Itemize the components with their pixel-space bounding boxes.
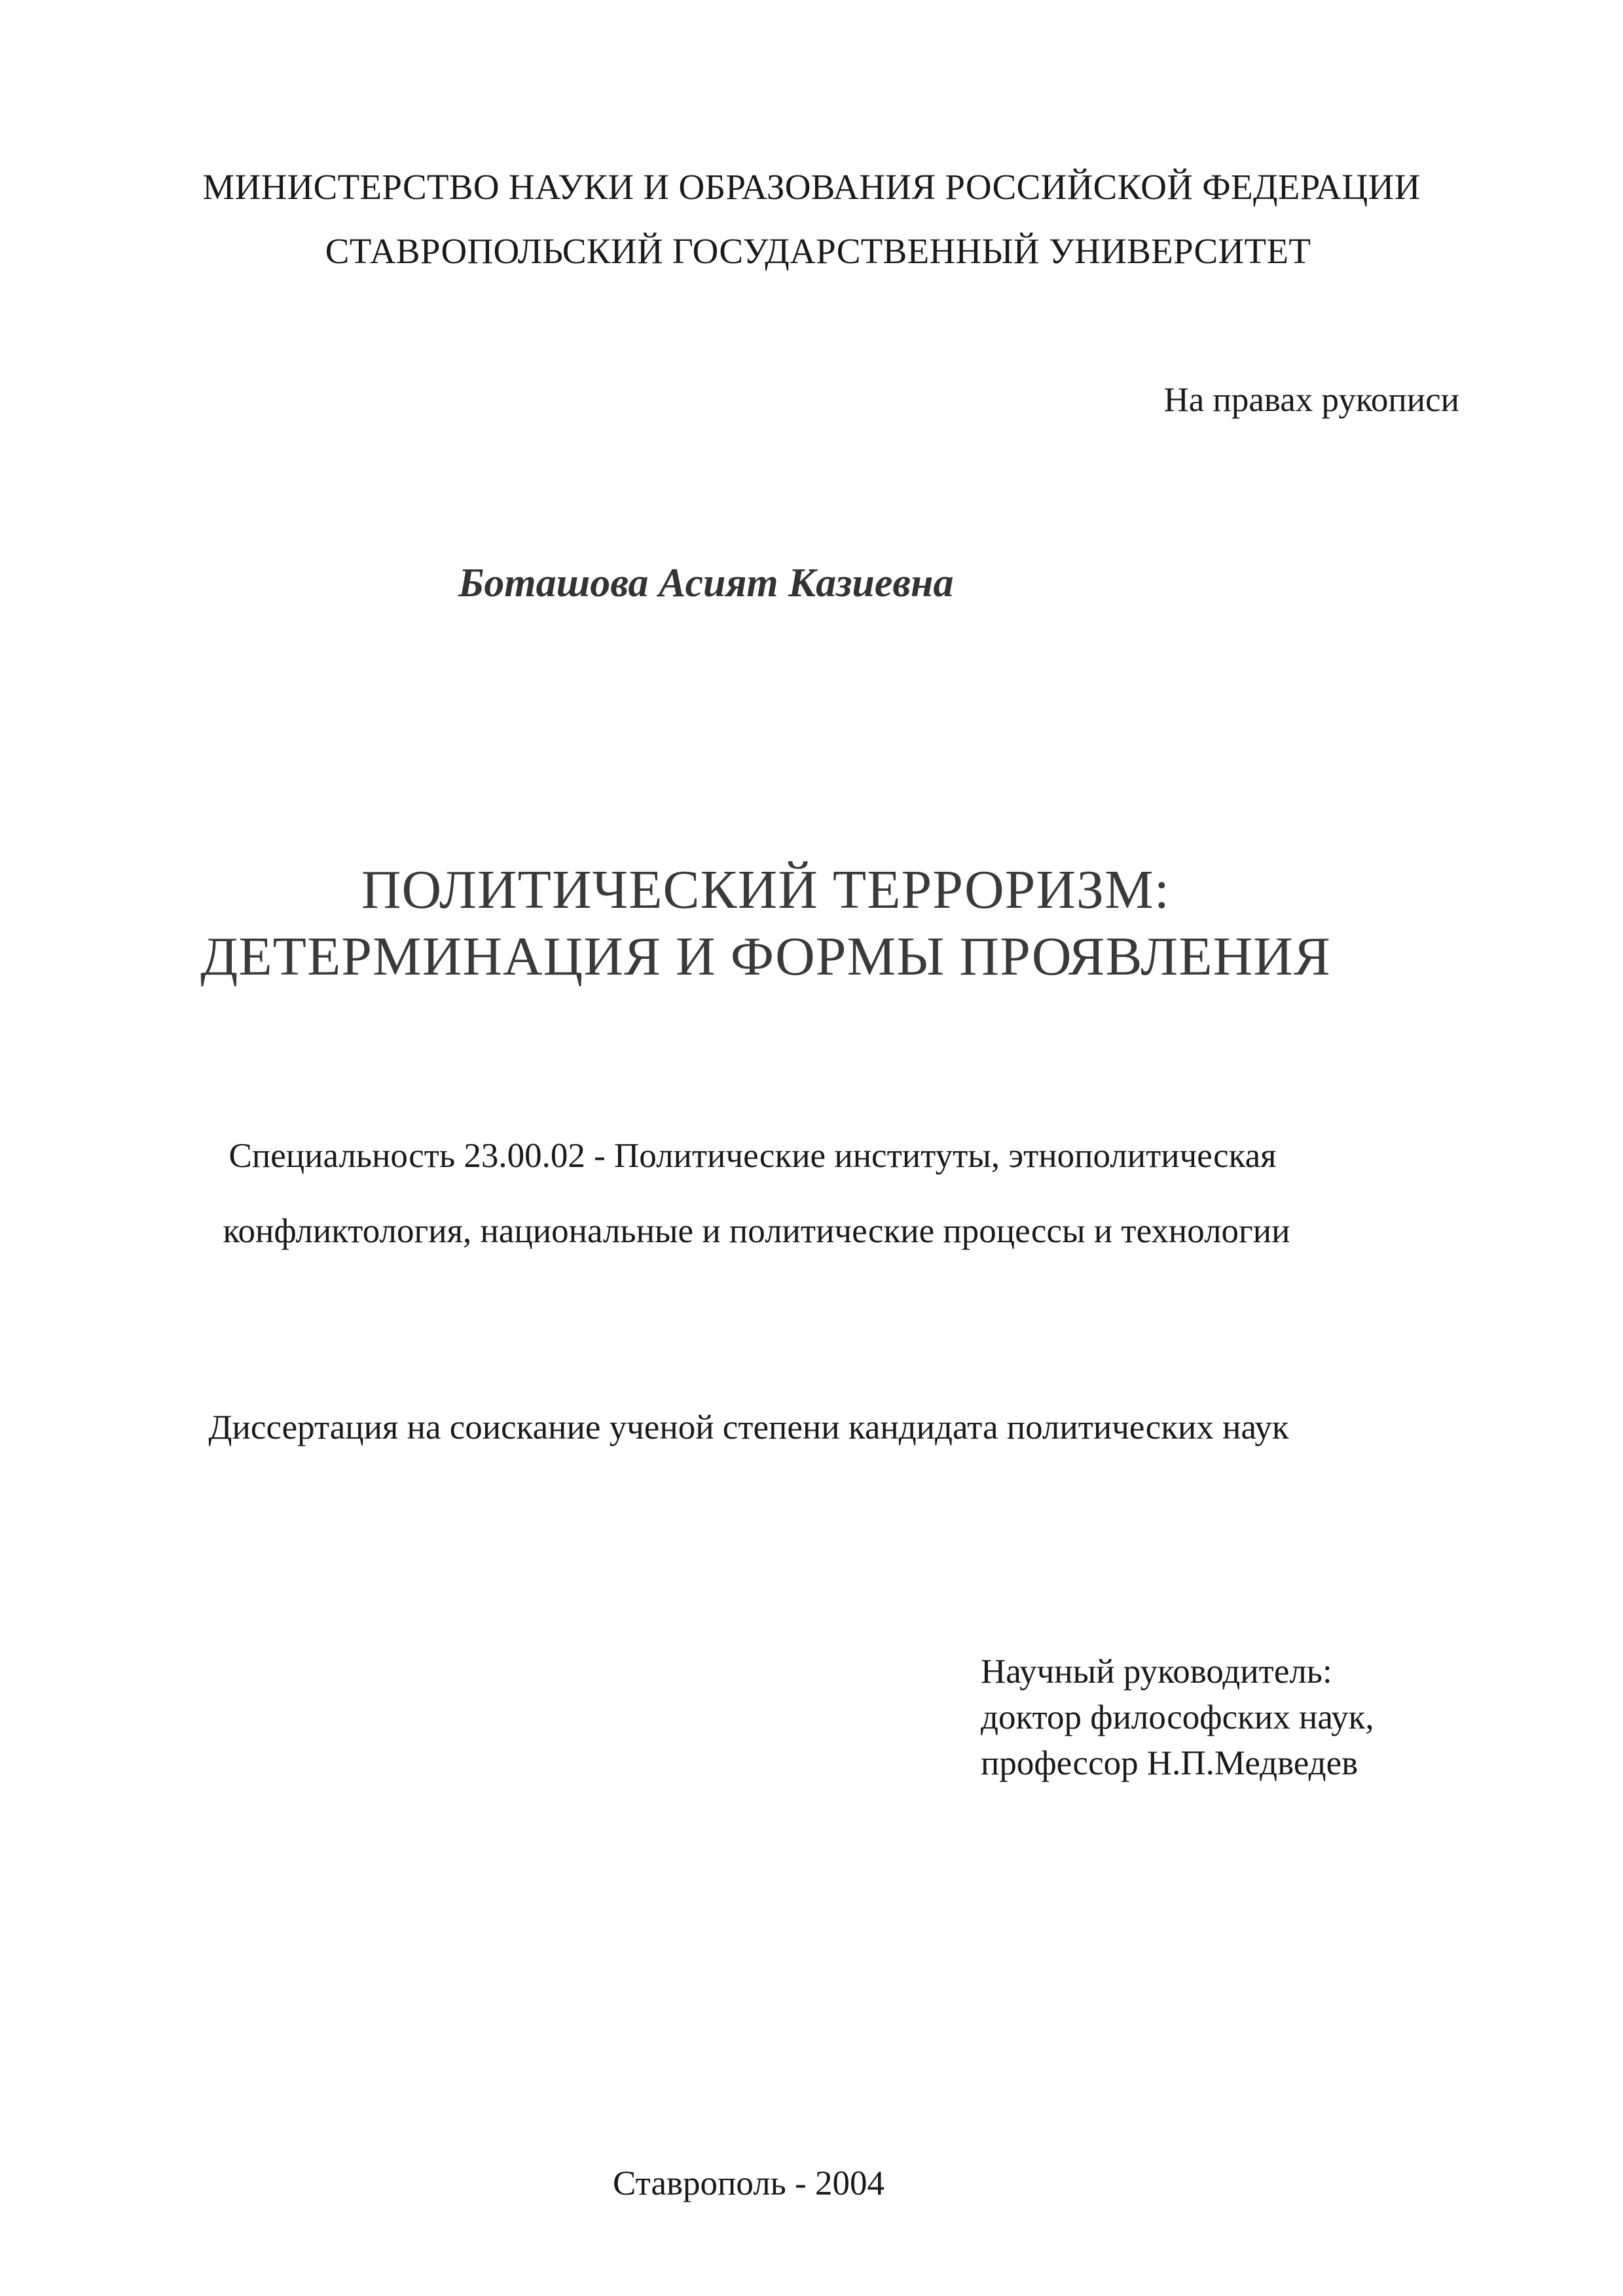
manuscript-note: На правах рукописи — [1163, 381, 1459, 419]
advisor-label: Научный руководитель: — [981, 1653, 1332, 1691]
advisor-name: профессор Н.П.Медведев — [981, 1744, 1359, 1782]
degree-statement: Диссертация на соискание ученой степени кандидата политических наук — [208, 1408, 1289, 1446]
dissertation-title-line-2: ДЕТЕРМИНАЦИЯ И ФОРМЫ ПРОЯВЛЕНИЯ — [200, 926, 1331, 987]
city-year: Ставрополь - 2004 — [613, 2164, 884, 2202]
ministry-heading: МИНИСТЕРСТВО НАУКИ И ОБРАЗОВАНИЯ РОССИЙСКОЙ ФЕДЕРАЦИИ — [202, 167, 1421, 207]
dissertation-title-line-1: ПОЛИТИЧЕСКИЙ ТЕРРОРИЗМ: — [361, 859, 1171, 920]
author-name: Боташова Асият Казиевна — [458, 561, 954, 605]
specialty-line-1: Специальность 23.00.02 - Политические институты, этнополитическая — [228, 1137, 1277, 1175]
advisor-degree: доктор философских наук, — [981, 1698, 1374, 1736]
university-heading: СТАВРОПОЛЬСКИЙ ГОСУДАРСТВЕННЫЙ УНИВЕРСИТЕТ — [325, 231, 1311, 271]
specialty-line-2: конфликтология, национальные и политические процессы и технологии — [223, 1212, 1290, 1250]
